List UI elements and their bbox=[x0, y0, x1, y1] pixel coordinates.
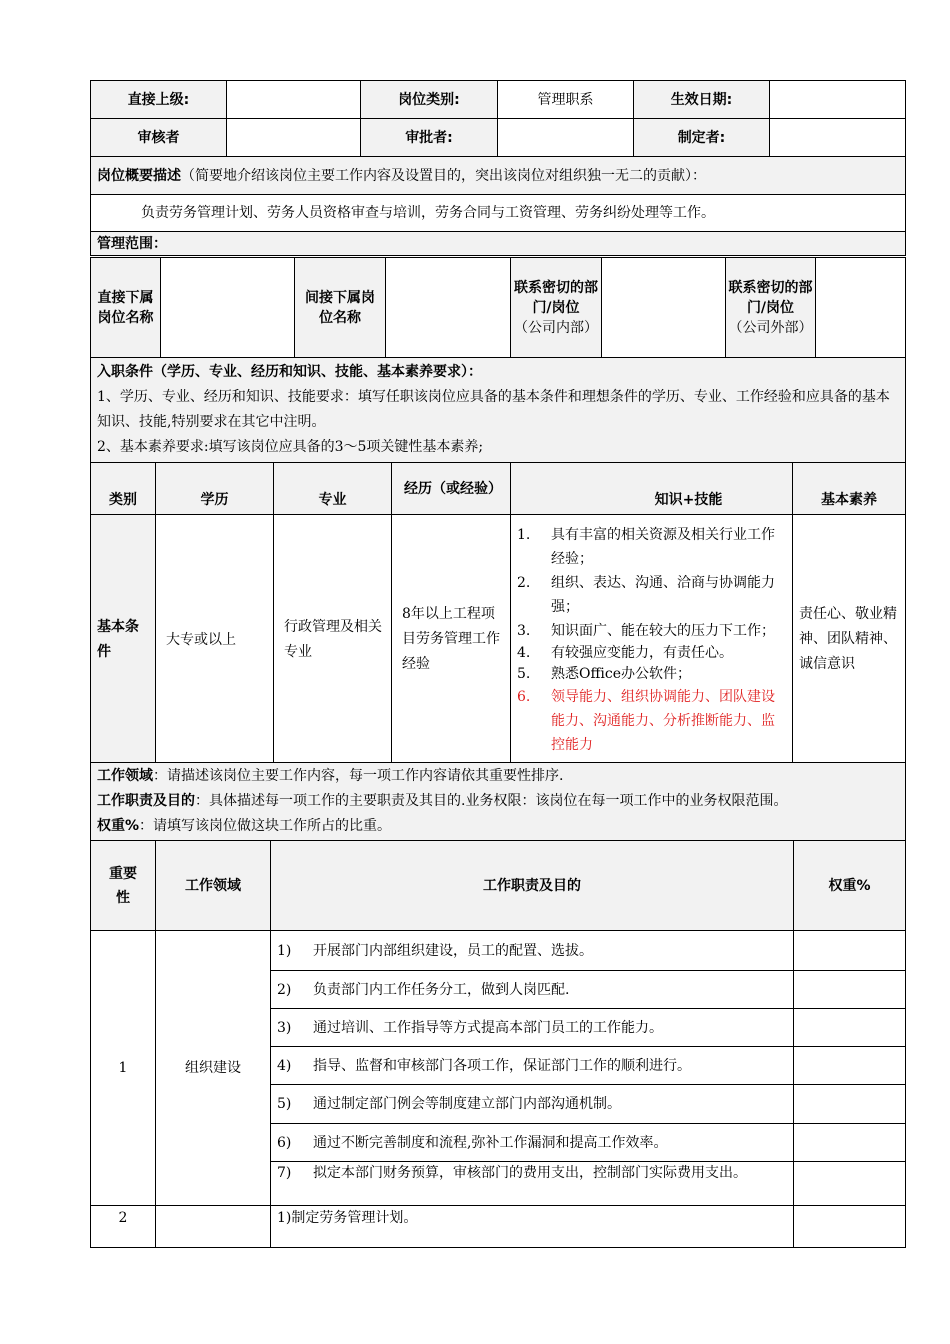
skill-item: 5. 熟悉Office办公软件； bbox=[517, 665, 692, 682]
skills-ol bbox=[517, 523, 786, 757]
effective-date-label: 生效日期: bbox=[634, 81, 770, 119]
direct-sub-label: 直接下属岗位名称 bbox=[91, 258, 161, 358]
col-skills: 知识+技能 bbox=[511, 463, 793, 515]
education-value: 大专或以上 bbox=[156, 515, 274, 765]
approver-label: 审批者: bbox=[361, 119, 498, 157]
quality-value: 责任心、敬业精神、团队精神、诚信意识 bbox=[793, 515, 906, 765]
direct-sub-value[interactable] bbox=[161, 258, 295, 358]
duty-row: 3) 通过培训、工作指导等方式提高本部门员工的工作能力。 bbox=[271, 1009, 794, 1047]
header-table bbox=[90, 80, 906, 256]
col-duty: 工作职责及目的 bbox=[271, 841, 794, 931]
requirements-intro: 入职条件（学历、专业、经历和知识、技能、基本素养要求）： 1、学历、专业、经历和知识、技能要求：填写任职该岗位应具备的基本条件和理想条件的学历、专业、工作经验和应具备的基本知识、技能,特别要求在其它中注明。 2、基本素养要求:填写该岗位应具备的3～5项关键性基本素养; bbox=[91, 358, 906, 463]
importance-1: 1 bbox=[91, 931, 156, 1206]
weight-cell[interactable] bbox=[794, 1047, 906, 1085]
author-label: 制定者: bbox=[634, 119, 770, 157]
duty-row: 5) 通过制定部门例会等制度建立部门内部沟通机制。 bbox=[271, 1085, 794, 1124]
direct-superior-value[interactable] bbox=[227, 81, 361, 119]
duty-row: 1)制定劳务管理计划。 bbox=[271, 1206, 794, 1248]
author-value[interactable] bbox=[770, 119, 906, 157]
skill-item-highlight: 6. 领导能力、组织协调能力、团队建设能力、沟通能力、分析推断能力、监控能力 bbox=[517, 688, 775, 753]
duty-row: 4) 指导、监督和审核部门各项工作，保证部门工作的顺利进行。 bbox=[271, 1047, 794, 1085]
summary-heading bbox=[91, 157, 906, 195]
external-contact-value[interactable] bbox=[816, 258, 906, 358]
skill-item: 3. 知识面广、能在较大的压力下工作； bbox=[517, 622, 775, 639]
duty-row: 2) 负责部门内工作任务分工，做到人岗匹配. bbox=[271, 971, 794, 1009]
work-intro: 工作领域：请描述该岗位主要工作内容，每一项工作内容请依其重要性排序. 工作职责及目的：具体描述每一项工作的主要职责及其目的.业务权限：该岗位在每一项工作中的业务权限范围。 权重%：请填写该岗位做这块工作所占的比重。 bbox=[91, 763, 906, 841]
weight-cell[interactable] bbox=[794, 1085, 906, 1124]
skills-list bbox=[511, 515, 793, 765]
importance-2: 2 bbox=[91, 1206, 156, 1248]
external-contact-label: 联系密切的部门/岗位 （公司外部） bbox=[726, 258, 816, 358]
skill-item: 2. 组织、表达、沟通、洽商与协调能力强； bbox=[517, 574, 775, 615]
col-category: 类别 bbox=[91, 463, 156, 515]
area-2[interactable] bbox=[156, 1206, 271, 1248]
area-1: 组织建设 bbox=[156, 931, 271, 1206]
row-basic-label: 基本条件 bbox=[91, 515, 156, 765]
position-category-label: 岗位类别: bbox=[361, 81, 498, 119]
duty-row: 1) 开展部门内部组织建设，员工的配置、选拔。 bbox=[271, 931, 794, 971]
weight-cell[interactable] bbox=[794, 1124, 906, 1162]
indirect-sub-label: 间接下属岗位名称 bbox=[295, 258, 386, 358]
work-table bbox=[90, 762, 906, 1248]
col-area: 工作领域 bbox=[156, 841, 271, 931]
summary-text: 负责劳务管理计划、劳务人员资格审查与培训，劳务合同与工资管理、劳务纠纷处理等工作。 bbox=[91, 195, 906, 232]
requirements-table bbox=[90, 357, 906, 765]
col-major: 专业 bbox=[274, 463, 392, 515]
col-importance: 重要性 bbox=[91, 841, 156, 931]
effective-date-value[interactable] bbox=[770, 81, 906, 119]
position-category-value[interactable]: 管理职系 bbox=[498, 81, 634, 119]
direct-superior-label: 直接上级: bbox=[91, 81, 227, 119]
col-weight: 权重% bbox=[794, 841, 906, 931]
weight-cell[interactable] bbox=[794, 931, 906, 971]
internal-contact-label: 联系密切的部门/岗位 （公司内部） bbox=[511, 258, 602, 358]
indirect-sub-value[interactable] bbox=[386, 258, 511, 358]
summary-title: 岗位概要描述 bbox=[97, 167, 181, 184]
col-experience: 经历（或经验） bbox=[392, 463, 511, 515]
reviewer-label: 审核者 bbox=[91, 119, 227, 157]
weight-cell[interactable] bbox=[794, 971, 906, 1009]
internal-contact-value[interactable] bbox=[602, 258, 726, 358]
weight-cell[interactable] bbox=[794, 1009, 906, 1047]
col-education: 学历 bbox=[156, 463, 274, 515]
major-value: 行政管理及相关专业 bbox=[274, 515, 392, 765]
col-quality: 基本素养 bbox=[793, 463, 906, 515]
duty-row: 6) 通过不断完善制度和流程,弥补工作漏洞和提高工作效率。 bbox=[271, 1124, 794, 1162]
approver-value[interactable] bbox=[498, 119, 634, 157]
skill-item: 4. 有较强应变能力，有责任心。 bbox=[517, 644, 733, 661]
scope-title: 管理范围： bbox=[91, 232, 906, 256]
reviewer-value[interactable] bbox=[227, 119, 361, 157]
weight-cell[interactable] bbox=[794, 1206, 906, 1248]
scope-table bbox=[90, 257, 906, 358]
summary-hint: （简要地介绍该岗位主要工作内容及设置目的，突出该岗位对组织独一无二的贡献）： bbox=[181, 167, 706, 184]
experience-value: 8年以上工程项目劳务管理工作经验 bbox=[392, 515, 511, 765]
weight-cell[interactable] bbox=[794, 1162, 906, 1206]
duty-row: 7) 拟定本部门财务预算，审核部门的费用支出，控制部门实际费用支出。 bbox=[271, 1162, 794, 1206]
skill-item: 1. 具有丰富的相关资源及相关行业工作经验； bbox=[517, 526, 775, 567]
